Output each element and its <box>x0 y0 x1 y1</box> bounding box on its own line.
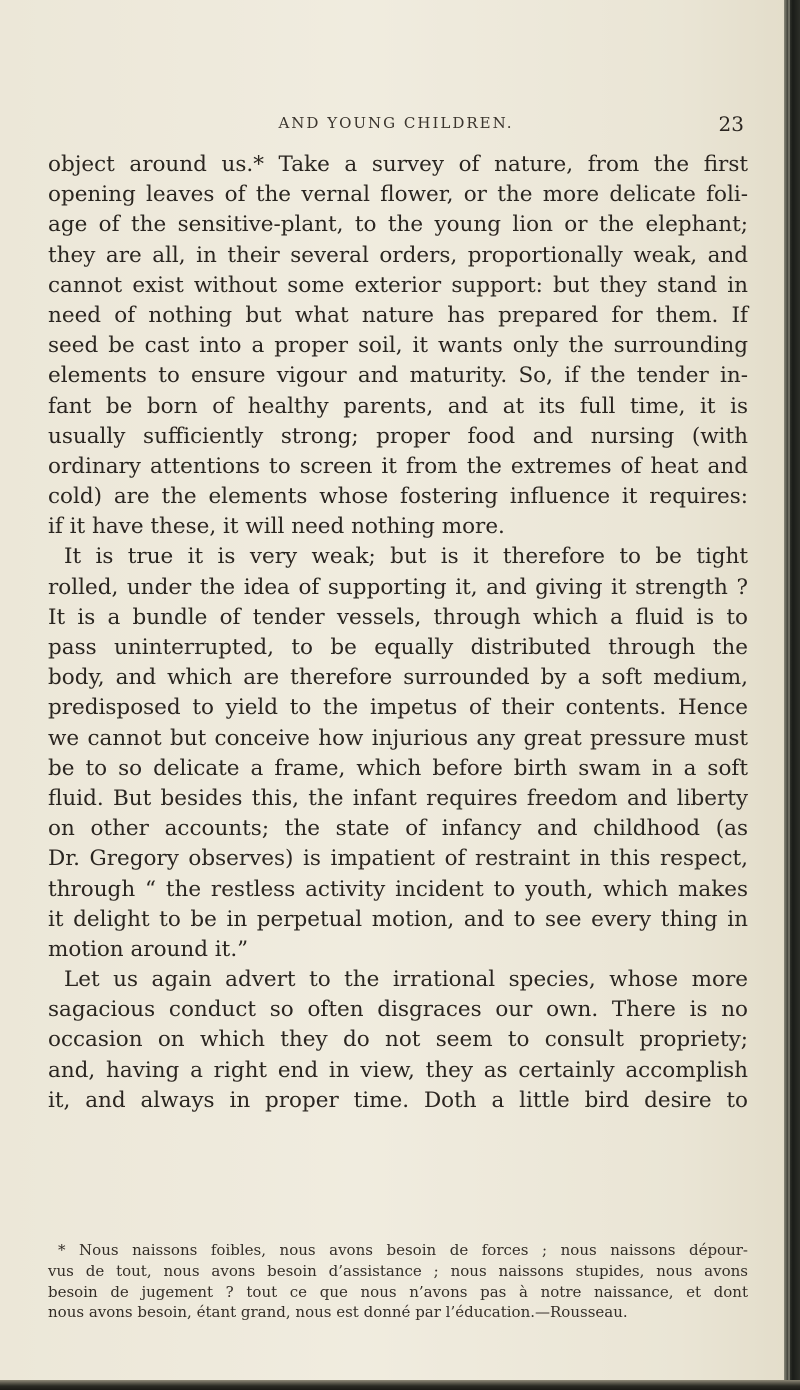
book-binding-edge <box>784 0 800 1390</box>
text-line: seed be cast into a proper soil, it wants only the surrounding <box>48 333 748 359</box>
body-text <box>48 150 748 1116</box>
text-line: Dr. Gregory observes) is impatient of restraint in this respect, <box>48 846 748 872</box>
text-line: we cannot but conceive how injurious any great pressure must <box>48 725 748 751</box>
text-line: on other accounts; the state of infancy and childhood (as <box>48 816 748 842</box>
text-line: predisposed to yield to the impetus of their contents. Hence <box>48 695 748 721</box>
page-bottom-edge <box>0 1380 800 1390</box>
page-number: 23 <box>718 112 744 136</box>
text-line: ordinary attentions to screen it from the extremes of heat and <box>48 453 748 479</box>
footnote-line: besoin de jugement ? tout ce que nous n’avons pas à notre naissance, et dont <box>48 1282 748 1301</box>
binding-highlight <box>788 0 790 1390</box>
text-line: if it have these, it will need nothing more. <box>48 514 505 540</box>
text-line: age of the sensitive-plant, to the young lion or the elephant; <box>48 212 748 238</box>
footnote-line: vus de tout, nous avons besoin d’assistance ; nous naissons stupides, nous avons <box>48 1261 748 1280</box>
text-line: they are all, in their several orders, proportionally weak, and <box>48 242 748 268</box>
text-line: motion around it.” <box>48 936 249 962</box>
text-line: occasion on which they do not seem to consult propriety; <box>48 1027 748 1053</box>
text-line: body, and which are therefore surrounded by a soft medium, <box>48 665 748 691</box>
text-line: rolled, under the idea of supporting it, and giving it strength ? <box>48 574 748 600</box>
footnote <box>48 1240 748 1323</box>
running-head: AND YOUNG CHILDREN. <box>278 114 514 132</box>
text-line: cannot exist without some exterior support: but they stand in <box>48 272 748 298</box>
footnote-line: nous avons besoin, étant grand, nous est donné par l’éducation.—Rousseau. <box>48 1303 628 1322</box>
text-line: It is true it is very weak; but is it therefore to be tight <box>64 544 748 570</box>
footnote-line: * Nous naissons foibles, nous avons besoin de forces ; nous naissons dépour- <box>58 1241 748 1259</box>
text-line: opening leaves of the vernal flower, or the more delicate foli- <box>48 182 748 208</box>
text-line: Let us again advert to the irrational species, whose more <box>64 967 748 993</box>
text-line: be to so delicate a frame, which before birth swam in a soft <box>48 755 748 781</box>
text-line: pass uninterrupted, to be equally distributed through the <box>48 635 748 660</box>
text-line: it, and always in proper time. Doth a little bird desire to <box>48 1087 748 1113</box>
text-line: elements to ensure vigour and maturity. So, if the tender in- <box>48 363 748 389</box>
text-line: through “ the restless activity incident to youth, which makes <box>48 876 748 902</box>
text-line: object around us.* Take a survey of nature, from the first <box>48 152 748 177</box>
text-line: usually sufficiently strong; proper food and nursing (with <box>48 423 748 449</box>
text-line: and, having a right end in view, they as certainly accomplish <box>48 1057 748 1083</box>
text-line: need of nothing but what nature has prepared for them. If <box>48 302 748 328</box>
text-line: cold) are the elements whose fostering influence it requires: <box>48 484 748 510</box>
page-header <box>46 112 746 142</box>
text-line: fant be born of healthy parents, and at its full time, it is <box>48 393 748 419</box>
text-line: It is a bundle of tender vessels, through which a fluid is to <box>48 604 748 630</box>
text-line: sagacious conduct so often disgraces our own. There is no <box>48 997 748 1023</box>
text-line: fluid. But besides this, the infant requires freedom and liberty <box>48 785 748 811</box>
text-line: it delight to be in perpetual motion, and to see every thing in <box>48 906 748 932</box>
